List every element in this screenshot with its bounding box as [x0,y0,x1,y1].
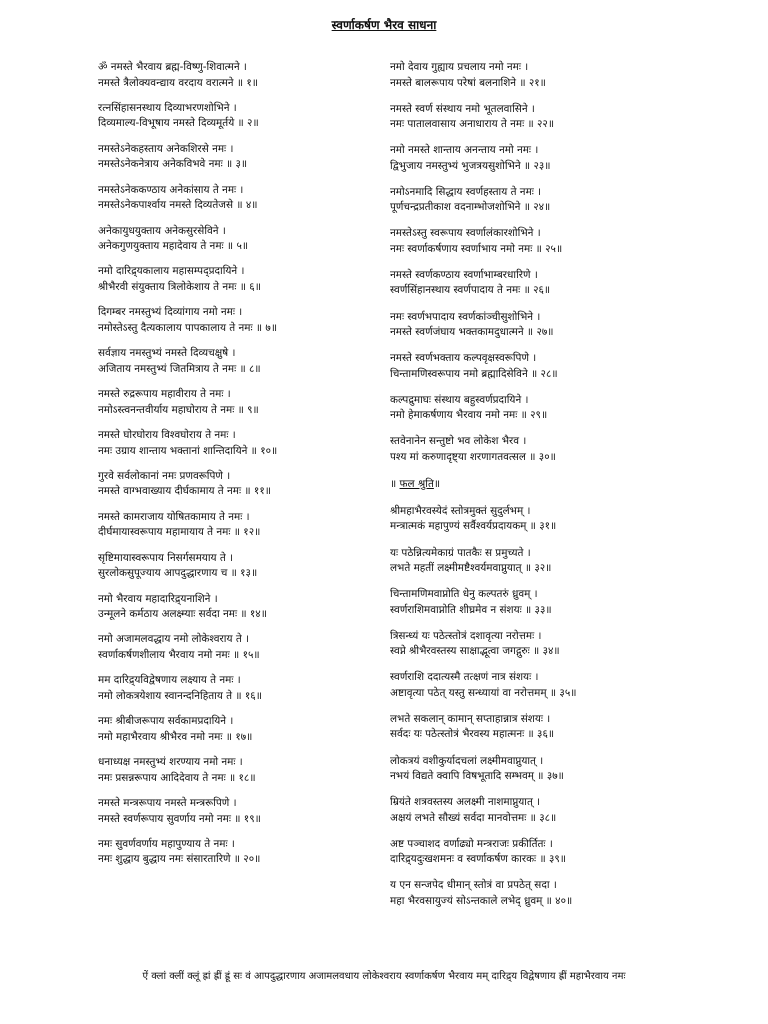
verse-line-2: नमोस्तेऽस्तु दैत्यकालाय पापकालाय ते नमः ॥ ७॥ [98,321,278,334]
verse [98,714,388,755]
verse-line-2: नमोऽस्त्वनन्तवीर्याय महाघोराय ते नमः ॥ ९॥ [98,403,259,416]
verse-line-1: नमस्ते स्वर्ण संस्थाय नमो भूतलवासिने । [390,102,535,115]
verse [98,183,388,224]
verse [98,837,388,878]
verse-line-2: नमस्ते स्वर्णजंघाय भक्तकामदुधात्मने ॥ २७॥ [390,326,554,339]
verse-line-1: नमस्ते मन्त्ररूपाय नमस्ते मन्त्ररूपिणे । [98,797,237,810]
verse-line-2: स्वर्णाकर्षणशीलाय भैरवाय नमो नमः ॥ १५॥ [98,648,260,661]
verse [390,60,690,102]
verse-line-2: नमो महाभैरवाय श्रीभैरव नमो नमः ॥ १७॥ [98,730,253,743]
verse-line-2: सर्वदः यः पठेत्स्तोत्रं भैरवस्य महात्मनः ॥ ३६॥ [390,728,555,741]
verse-line-1: सर्वज्ञाय नमस्तुभ्यं नमस्ते दिव्यचक्षुषे । [98,347,236,360]
verse-line-2: दीर्घमायास्वरूपाय महामायाय ते नमः ॥ १२॥ [98,526,261,539]
verse-line-2: महा भैरवसायुज्यं सोऽन्तकाले लभेद् ध्रुवम् ॥ ४०॥ [390,894,573,907]
verse-line-1: धनाध्यक्ष नमस्तुभ्यं शरण्याय नमो नमः । [98,756,243,769]
left-column [98,60,388,878]
phala-heading-suffix: ॥ [433,477,441,490]
verse [390,795,690,837]
verse-line-1: य एन सन्जपेद धीमान् स्तोत्रं वा प्रपठेत् सदा । [390,879,557,892]
verse-line-2: श्रीभैरवी संयुक्ताय त्रिलोकेशाय ते नमः ॥ ६॥ [98,280,261,293]
verse-line-2: नभयं विद्यते क्वापि विषभूतादि सम्भवम् ॥ ३७॥ [390,770,564,782]
verse [98,142,388,183]
verse-line-2: लभते महतीं लक्ष्मीमष्टैश्वर्यमवाप्नुयात् ॥ ३२॥ [390,562,552,575]
verse [390,712,690,754]
verse-line-2: नमः उग्राय शान्ताय भक्तानां शान्तिदायिने ॥ १०॥ [98,444,278,457]
verse-line-1: अष्ट पञ्चाशद वर्णाढ्यो मन्त्रराजः प्रकीर्तितः । [390,837,553,850]
verse-line-1: नमस्तेऽनेककण्ठाय अनेकांसाय ते नमः । [98,183,244,196]
verse-line-1: नमस्ते रुद्ररूपाय महावीराय ते नमः । [98,388,231,401]
verse [98,510,388,551]
verse-line-1: मम दारिद्र्यविद्वेषणाय लक्ष्याय ते नमः । [98,674,241,687]
verse [98,346,388,387]
verse [98,469,388,510]
verse [98,428,388,469]
verse-line-2: मन्त्रात्मकं महापुण्यं सर्वैश्वर्यप्रदायकम् ॥ ३१॥ [390,520,557,533]
verse [390,629,690,671]
verse-line-1: लोकत्रयं वशीकुर्यादचलां लक्ष्मीमवाप्नुयात् । [390,754,544,767]
mantra-footer: ऐं क्लां क्लीं क्लूं ह्रां ह्रीं ह्रूं सः वं आपदुद्धारणाय अजामलवधाय लोकेश्वराय स्वर्णाकर्षण भैरवाय मम् दारिद्र्य विद्वेषणाय ह्रीं महाभैरवाय नमः [142,971,626,982]
verse-line-2: पूर्णचन्द्रप्रतीकाश वदनाम्भोजशोभिने ॥ २४॥ [390,201,551,214]
verse-line-2: नमस्ते स्वर्णरूपाय सुवर्णाय नमो नमः ॥ १९॥ [98,812,261,825]
verse-line-1: नमः स्वर्णभपादाय स्वर्णकांञ्चीसुशोभिने । [390,310,541,323]
verse-line-1: रत्नसिंहासनस्थाय दिव्याभरणशोभिने । [98,101,237,114]
verse-line-1: त्रिसन्ध्यं यः पठेत्स्तोत्रं दशावृत्या नरोत्तमः । [390,629,542,642]
verse-line-1: नमस्तेऽनेकहस्ताय अनेकशिरसे नमः । [98,142,234,155]
verse [390,546,690,588]
verse [98,592,388,633]
verse [98,632,388,673]
verse-line-2: नमः स्वर्णाकर्षणाय स्वर्णाभाय नमो नमः ॥ २५॥ [390,242,563,255]
phala-heading-prefix: ॥ [390,477,400,490]
verse-line-1: कल्पद्रुमाघः संस्थाय बहुस्वर्णप्रदायिने । [390,393,529,406]
verse-line-1: श्रीमहाभैरवस्येदं स्तोत्रमुक्तं सुदुर्लभम् । [390,504,531,517]
verse-line-2: नमस्ते वाग्भवाख्याय दीर्घकामाय ते नमः ॥ ११॥ [98,485,271,498]
verse-line-2: नमः पातालवासाय अनाधाराय ते नमः ॥ २२॥ [390,118,555,131]
verse-line-2: अजिताय नमस्तुभ्यं जितमित्राय ते नमः ॥ ८॥ [98,362,261,375]
verse-line-1: म्रियंते शत्रवस्तस्य अलक्ष्मी नाशमाप्नुयात् । [390,796,541,809]
verse-line-1: नमो अजामलवद्धाय नमो लोकेश्वराय ते । [98,633,249,646]
verse [390,587,690,629]
verse-line-2: नमस्ते बालरूपाय परेषां बलनाशिने ॥ २१॥ [390,76,546,89]
phala-heading-text: फल श्रुति [399,477,434,490]
verse-line-2: नमस्तेऽनेकनेत्राय अनेकविभवे नमः ॥ ३॥ [98,158,248,171]
verse [98,60,388,101]
verse-line-1: नमोऽनमादि सिद्धाय स्वर्णहस्ताय ते नमः । [390,185,542,198]
verse-line-1: चिन्तामणिमवाप्नोति धेनु कल्पतरुं ध्रुवम् । [390,588,538,601]
verse [390,837,690,879]
verse-line-1: नमः श्रीबीजरूपाय सर्वकामप्रदायिने । [98,715,234,728]
verse-line-1: नमस्ते स्वर्णकण्ठाय स्वर्णाभाम्बरधारिणे । [390,268,538,281]
verse-line-1: नमस्ते घोरघोराय विश्वघोराय ते नमः । [98,429,236,442]
verse-line-2: उन्मूलने कर्मठाय अलक्ष्म्याः सर्वदा नमः ॥ १४॥ [98,608,267,621]
verse [98,224,388,265]
document-title: स्वर्णाकर्षण भैरव साधना [331,18,437,32]
verse-line-2: द्विभुजाय नमस्तुभ्यं भुजत्रयसुशोभिने ॥ २३॥ [390,159,551,172]
verses-21-30 [390,60,690,476]
verse [98,101,388,142]
verse-line-2: पश्य मां करुणादृष्ट्या शरणागतवत्सल ॥ ३०॥ [390,450,556,463]
verse-line-2: स्वर्णसिंहानस्थाय स्वर्णपादाय ते नमः ॥ २६॥ [390,284,551,297]
verse-line-1: यः पठेन्नित्यमेकाग्रं पातकैः स प्रमुच्यते । [390,546,531,559]
verse [98,551,388,592]
verse-line-2: नमस्तेऽनेकपार्श्वाय नमस्ते दिव्यतेजसे ॥ ४॥ [98,199,258,212]
verse [390,393,690,435]
verse-line-2: स्वप्ने श्रीभैरवस्तस्य साक्षाद्भूत्वा जगद्गुरुः ॥ ३४॥ [390,645,560,658]
verse [390,226,690,268]
verse [390,504,690,546]
verse [98,796,388,837]
verse-line-2: नमः शुद्धाय बुद्धाय नमः संसारतारिणे ॥ २०॥ [98,853,261,866]
verse [390,102,690,144]
verse-line-1: अनेकायुधयुक्ताय अनेकसुरसेविने । [98,224,226,237]
verse [98,305,388,346]
verse-line-1: नमस्तेऽस्तु स्वरूपाय स्वर्णालंकारशोभिने । [390,227,541,240]
verse-line-2: अष्टावृत्या पठेत् यस्तु सन्ध्यायां वा नरोत्तमम् ॥ ३५॥ [390,686,577,699]
verse-line-2: अनेकगुणयुक्ताय महादेवाय ते नमः ॥ ५॥ [98,240,249,253]
verses-31-40 [390,504,690,920]
verse [390,351,690,393]
verse-line-1: ॐ नमस्ते भैरवाय ब्रह्म-विष्णु-शिवात्मने । [98,61,247,73]
verse [390,434,690,476]
verse-line-1: स्वर्णराशि ददात्यस्मै तत्क्षणं नात्र संशयः । [390,671,539,684]
verse-line-2: दारिद्र्यदुःखशमनः व स्वर्णाकर्षण कारकः ॥ ३९॥ [390,853,567,866]
verse-line-2: सुरलोकसुपूज्याय आपदुद्धारणाय च ॥ १३॥ [98,567,258,580]
verse-line-2: नमो हेमाकर्षणाय भैरवाय नमो नमः ॥ २९॥ [390,409,548,422]
verse [390,143,690,185]
verse-line-2: अक्षयं लभते सौख्यं सर्वदा मानवोत्तमः ॥ ३८॥ [390,811,557,824]
verse-line-1: लभते सकलान् कामान् सप्ताहान्नात्र संशयः । [390,712,551,725]
verse-line-2: नमस्ते त्रैलोक्यवन्द्याय वरदाय वरात्मने ॥ १॥ [98,76,259,89]
verse [98,264,388,305]
verse-line-1: स्तवेनानेन सन्तुष्टो भव लोकेश भैरव । [390,435,527,448]
verse [98,673,388,714]
verse-line-2: नमो लोकत्रयेशाय स्वानन्दनिहिताय ते ॥ १६॥ [98,689,262,702]
verse-line-1: नमो देवाय गुह्याय प्रचलाय नमो नमः । [390,61,529,73]
verse-line-1: नमो दारिद्र्यकालाय महासम्पद्प्रदायिने । [98,265,245,278]
verse-line-1: सृष्टिमायास्वरूपाय निसर्गसमयाय ते । [98,551,234,564]
verse-line-2: दिव्यमाल्य-विभूषाय नमस्ते दिव्यमूर्तये ॥ २॥ [98,117,259,130]
verse-line-1: नमः सुवर्णवर्णाय महापुण्याय ते नमः । [98,837,235,850]
verse-line-1: नमो नमस्ते शान्ताय अनन्ताय नमो नमः । [390,144,539,157]
right-column [390,60,690,920]
phala-shruti-heading [390,476,690,504]
verse [98,387,388,428]
verse-line-1: गुरवे सर्वलोकानां नमः प्रणवरूपिणे । [98,469,231,482]
verse-line-2: नमः प्रसन्नरूपाय आदिदेवाय ते नमः ॥ १८॥ [98,771,256,784]
verse-line-1: नमो भैरवाय महादारिद्र्यनाशिने । [98,592,218,605]
verse-line-2: स्वर्णराशिमवाप्नोति शीघ्रमेव न संशयः ॥ ३३॥ [390,603,552,616]
verse-line-1: नमस्ते कामराजाय योषितकामाय ते नमः । [98,510,250,523]
verse [390,754,690,796]
verse-line-1: नमस्ते स्वर्णभक्ताय कल्पवृक्षस्वरूपिणे । [390,352,537,365]
verse [390,185,690,227]
verse [390,268,690,310]
verse [390,670,690,712]
verse [98,755,388,796]
verse [390,310,690,352]
verse [390,878,690,920]
verse-line-2: चिन्तामणिस्वरूपाय नमो ब्रह्मादिसेविने ॥ २८॥ [390,367,558,380]
verse-line-1: दिगम्बर नमस्तुभ्यं दिव्यांगाय नमो नमः । [98,306,243,319]
